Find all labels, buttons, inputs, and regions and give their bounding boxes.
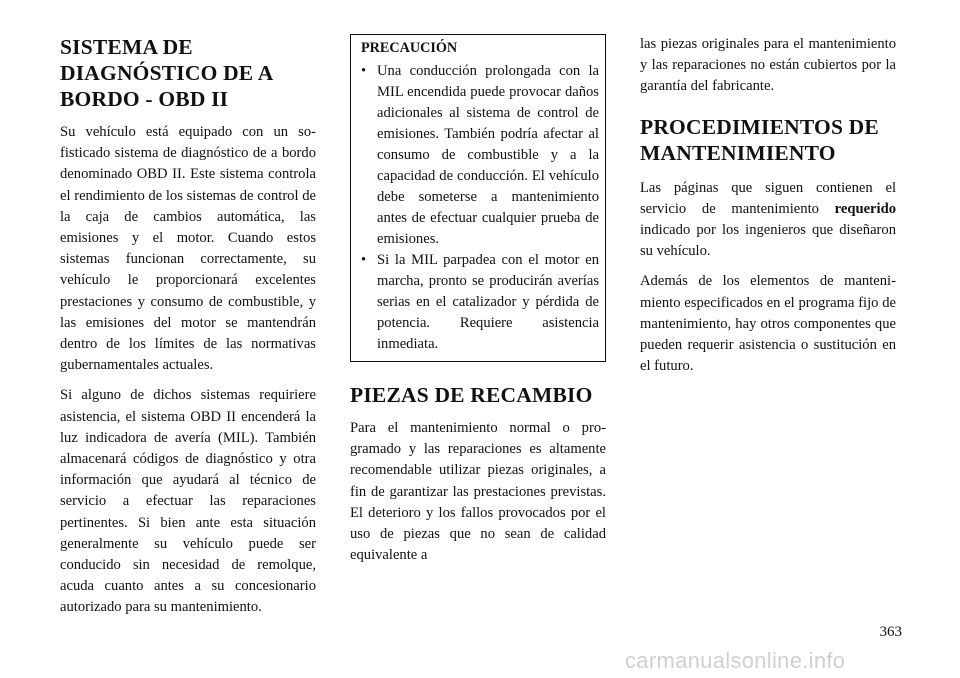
maintenance-paragraph-1-end: indicado por los ingenieros que diseñaron su vehículo. <box>640 222 896 260</box>
maintenance-paragraph-1-start: Las páginas que siguen contienen el servicio de mantenimiento <box>640 179 896 217</box>
obd-paragraph-1: Su vehículo está equipado con un sofisticado sistema de diagnóstico de a bordo denominado OBD II. Este sistema controla el rendimiento de los sistemas de control de la caja de cambios automática, las emisiones y el motor. Cuando estos sistemas funcionan correctamente, su vehículo le proporcionará excelentes prestaciones y consumo de combustible, y las emisiones del motor se mantendrán dentro de los límites de las normativas gubernamentales actuales. <box>60 124 316 374</box>
caution-box <box>350 34 606 362</box>
obd-paragraph-2: Si alguno de dichos sistemas requiriere asistencia, el sistema OBD II encenderá la luz indicadora de avería (MIL). También almacenará códigos de diagnóstico y otra información que ayudará al técnico de servicio a efectuar las reparaciones pertinentes. Si bien ante esta situación generalmente su vehículo puede ser conducido sin necesidad de remolque, acuda cuanto antes a su concesionario autorizado para su mantenimiento. <box>60 387 316 616</box>
spare-parts-heading: PIEZAS DE RECAMBIO <box>350 383 593 407</box>
maintenance-paragraph-2: Además de los elementos de mantenimiento especificados en el programa fijo de mantenimiento, hay otros componentes que pueden requerir asistencia o sustitución en el futuro. <box>640 273 896 375</box>
right-column <box>640 34 896 386</box>
spare-parts-paragraph-continued: las piezas originales para el mantenimiento y las reparaciones no están cubiertos por la garantía del fabricante. <box>640 36 896 95</box>
required-emphasis: requerido <box>834 200 896 217</box>
maintenance-paragraph-1 <box>640 178 896 263</box>
caution-list <box>361 61 599 355</box>
obd-heading: SISTEMA DE DIAGNÓSTICO DE A BORDO - OBD II <box>60 35 274 111</box>
caution-item: • Una conducción prolongada con la MIL encendida puede provocar daños adicionales al sistema de control de emisiones. También podría afectar al consumo de combustible y a la capacidad de conducción. El vehículo debe someterse a mantenimiento antes de efectuar cualquier prueba de emisiones. <box>361 61 599 250</box>
watermark: carmanualsonline.info <box>625 648 846 673</box>
caution-item: • Si la MIL parpadea con el motor en marcha, pronto se producirán averías serias en el catalizador y pérdida de potencia. Requiere asistencia inmediata. <box>361 250 599 355</box>
caution-title: PRECAUCIÓN <box>361 40 458 56</box>
spare-parts-paragraph: Para el mantenimiento normal o programado y las reparaciones es altamente recomendable utilizar piezas originales, a fin de garantizar las prestaciones previstas. El deterioro y los fallos provocados por el uso de piezas que no sean de calidad equivalente a <box>350 420 606 564</box>
page-number: 363 <box>879 624 902 640</box>
middle-column <box>350 34 606 575</box>
left-column <box>60 34 316 628</box>
maintenance-heading: PROCEDIMIENTOS DE MANTENIMIENTO <box>640 114 879 165</box>
